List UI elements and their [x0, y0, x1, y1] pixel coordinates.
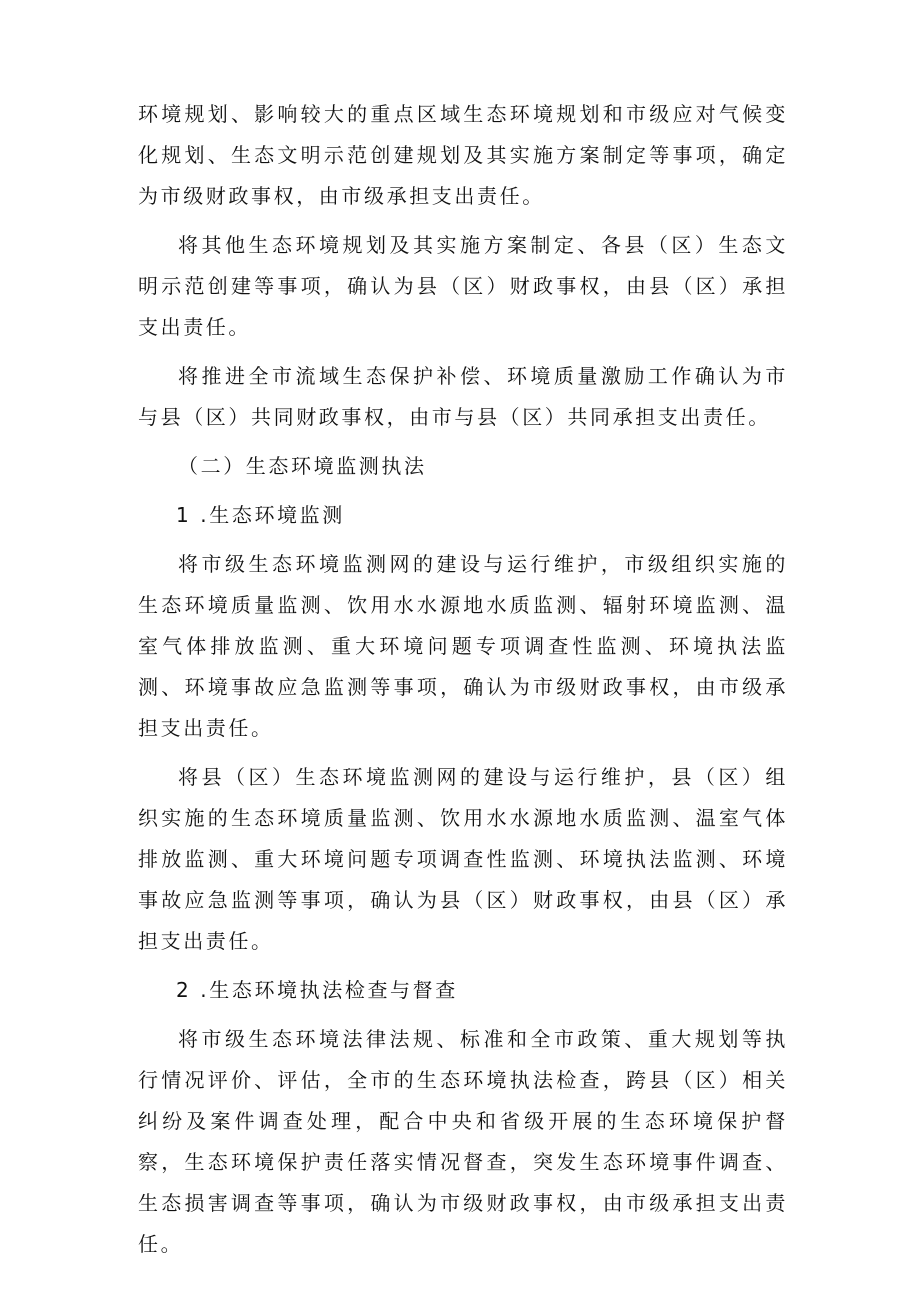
paragraph: 将其他生态环境规划及其实施方案制定、各县（区）生态文明示范创建等事项，确认为县（区）财政事权，由县（区）承担支出责任。 — [138, 233, 788, 339]
paragraph: 将市级生态环境监测网的建设与运行维护，市级组织实施的生态环境质量监测、饮用水水源地水质监测、辐射环境监测、温室气体排放监测、重大环境问题专项调查性监测、环境执法监测、环境事故应急监测等事项，确认为市级财政事权，由市级承担支出责任。 — [138, 552, 788, 740]
subsection-heading: 2 .生态环境执法检查与督查 — [176, 978, 458, 1002]
paragraph-continued: 环境规划、影响较大的重点区域生态环境规划和市级应对气候变化规划、生态文明示范创建规划及其实施方案制定等事项，确定为市级财政事权，由市级承担支出责任。 — [138, 102, 788, 208]
paragraph: 将市级生态环境法律法规、标准和全市政策、重大规划等执行情况评价、评估，全市的生态环境执法检查，跨县（区）相关纠纷及案件调查处理，配合中央和省级开展的生态环境保护督察，生态环境保护责任落实情况督查，突发生态环境事件调查、生态损害调查等事项，确认为市级财政事权，由市级承担支出责任。 — [138, 1027, 788, 1256]
paragraph: 将推进全市流域生态保护补偿、环境质量激励工作确认为市与县（区）共同财政事权，由市与县（区）共同承担支出责任。 — [138, 364, 788, 429]
paragraph: 将县（区）生态环境监测网的建设与运行维护，县（区）组织实施的生态环境质量监测、饮用水水源地水质监测、温室气体排放监测、重大环境问题专项调查性监测、环境执法监测、环境事故应急监测等事项，确认为县（区）财政事权，由县（区）承担支出责任。 — [138, 765, 788, 953]
subsection-heading: 1 .生态环境监测 — [176, 503, 345, 527]
section-heading: （二）生态环境监测执法 — [178, 454, 427, 478]
document-body — [138, 94, 788, 1273]
